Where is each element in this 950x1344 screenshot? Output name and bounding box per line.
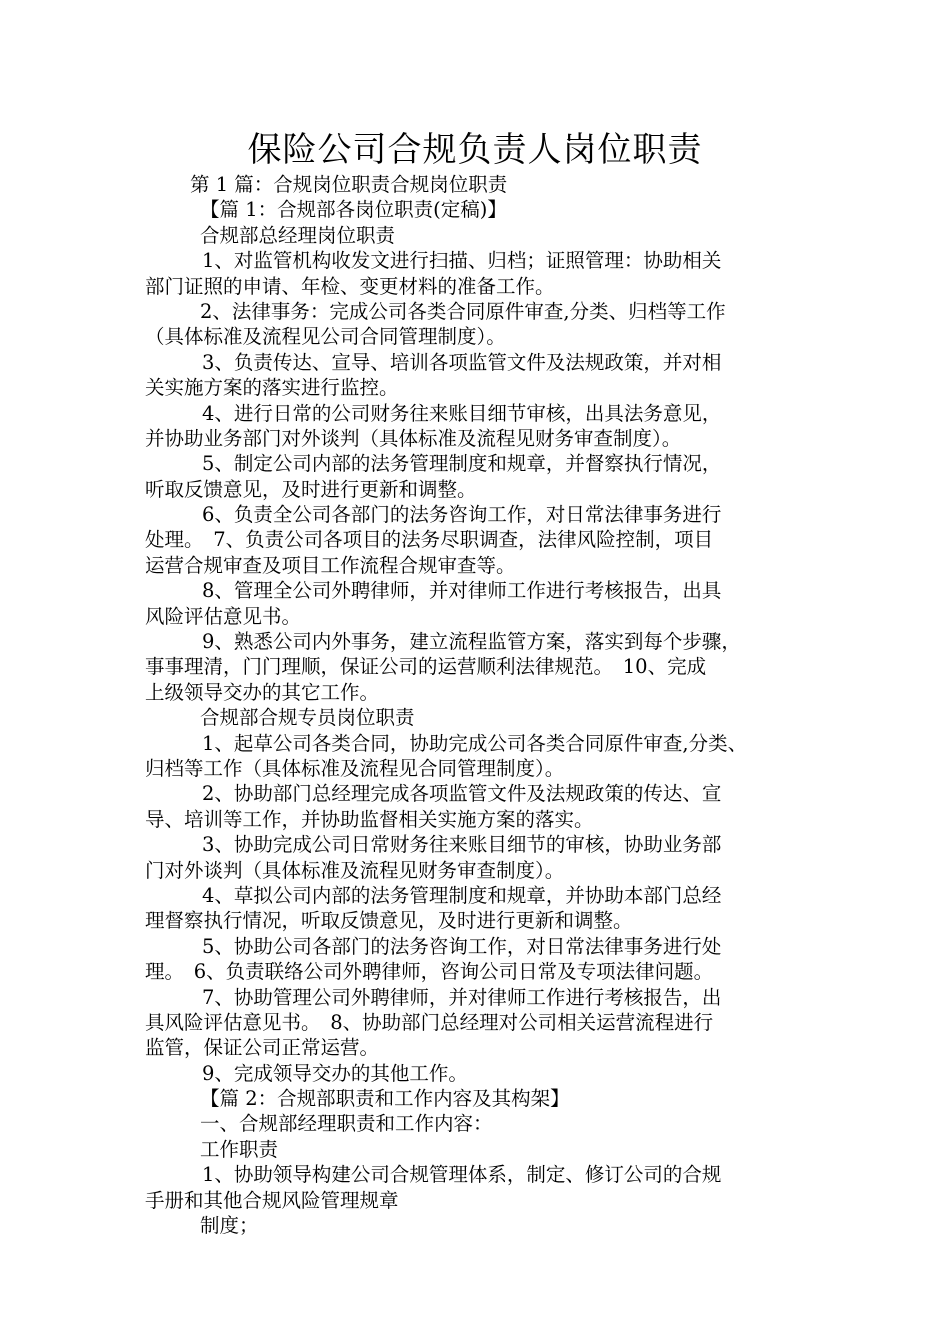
text-line: 理督察执行情况，听取反馈意见，及时进行更新和调整。	[145, 909, 633, 933]
text-line: 事事理清，门门理顺，保证公司的运营顺利法律规范。 10、完成	[145, 655, 707, 679]
text-line: 工作职责	[200, 1137, 279, 1161]
text-line: 7、协助管理公司外聘律师，并对律师工作进行考核报告，出	[202, 985, 722, 1009]
text-line: 1、协助领导构建公司合规管理体系，制定、修订公司的合规	[202, 1163, 722, 1187]
text-line: 监管，保证公司正常运营。	[145, 1036, 380, 1060]
document-body	[145, 172, 825, 1238]
text-line: （具体标准及流程见公司合同管理制度）。	[145, 325, 506, 349]
text-line: 合规部总经理岗位职责	[200, 223, 396, 247]
text-line: 2、法律事务：完成公司各类合同原件审查,分类、归档等工作	[200, 299, 726, 323]
text-line: 9、完成领导交办的其他工作。	[202, 1061, 468, 1085]
text-line: 3、协助完成公司日常财务往来账目细节的审核，协助业务部	[202, 833, 722, 857]
text-line: 8、管理全公司外聘律师，并对律师工作进行考核报告，出具	[202, 579, 722, 603]
text-line: 4、进行日常的公司财务往来账目细节审核，出具法务意见，	[202, 401, 722, 425]
text-line: 处理。 7、负责公司各项目的法务尽职调查，法律风险控制，项目	[145, 528, 714, 552]
text-line: 听取反馈意见，及时进行更新和调整。	[145, 477, 477, 501]
text-line: 4、草拟公司内部的法务管理制度和规章，并协助本部门总经	[202, 883, 722, 907]
text-line: 具风险评估意见书。 8、协助部门总经理对公司相关运营流程进行	[145, 1010, 714, 1034]
text-line: 第 1 篇：合规岗位职责合规岗位职责	[190, 173, 508, 196]
text-line: 制度；	[200, 1214, 259, 1238]
text-line: 风险评估意见书。	[145, 604, 302, 628]
text-line: 3、负责传达、宣导、培训各项监管文件及法规政策，并对相	[202, 350, 722, 374]
text-line: 理。 6、负责联络公司外聘律师，咨询公司日常及专项法律问题。	[145, 960, 714, 984]
text-line: 5、制定公司内部的法务管理制度和规章，并督察执行情况，	[202, 452, 722, 476]
text-line: 导、培训等工作，并协助监督相关实施方案的落实。	[145, 807, 594, 831]
text-line: 一、合规部经理职责和工作内容：	[200, 1112, 493, 1136]
text-line: 【篇 1：合规部各岗位职责(定稿)】	[200, 198, 507, 222]
text-line: 【篇 2：合规部职责和工作内容及其构架】	[200, 1087, 570, 1111]
text-line: 归档等工作（具体标准及流程见合同管理制度）。	[145, 756, 565, 780]
text-line: 并协助业务部门对外谈判（具体标准及流程见财务审查制度）。	[145, 426, 682, 450]
text-line: 运营合规审查及项目工作流程合规审查等。	[145, 553, 516, 577]
text-line: 上级领导交办的其它工作。	[145, 680, 380, 704]
text-line: 2、协助部门总经理完成各项监管文件及法规政策的传达、宣	[202, 782, 722, 806]
text-line: 1、起草公司各类合同，协助完成公司各类合同原件审查,分类、	[202, 731, 748, 755]
text-line: 关实施方案的落实进行监控。	[145, 376, 399, 400]
text-line: 合规部合规专员岗位职责	[200, 706, 415, 730]
text-line: 门对外谈判（具体标准及流程见财务审查制度）。	[145, 858, 565, 882]
text-line: 6、负责全公司各部门的法务咨询工作，对日常法律事务进行	[202, 503, 722, 527]
text-line: 5、协助公司各部门的法务咨询工作，对日常法律事务进行处	[202, 934, 722, 958]
text-line: 手册和其他合规风险管理规章	[145, 1188, 399, 1212]
document-title: 保险公司合规负责人岗位职责	[247, 130, 703, 170]
text-line: 部门证照的申请、年检、变更材料的准备工作。	[145, 274, 555, 298]
text-line: 1、对监管机构收发文进行扫描、归档；证照管理：协助相关	[202, 249, 722, 273]
text-line: 9、熟悉公司内外事务，建立流程监管方案，落实到每个步骤，	[202, 630, 741, 654]
